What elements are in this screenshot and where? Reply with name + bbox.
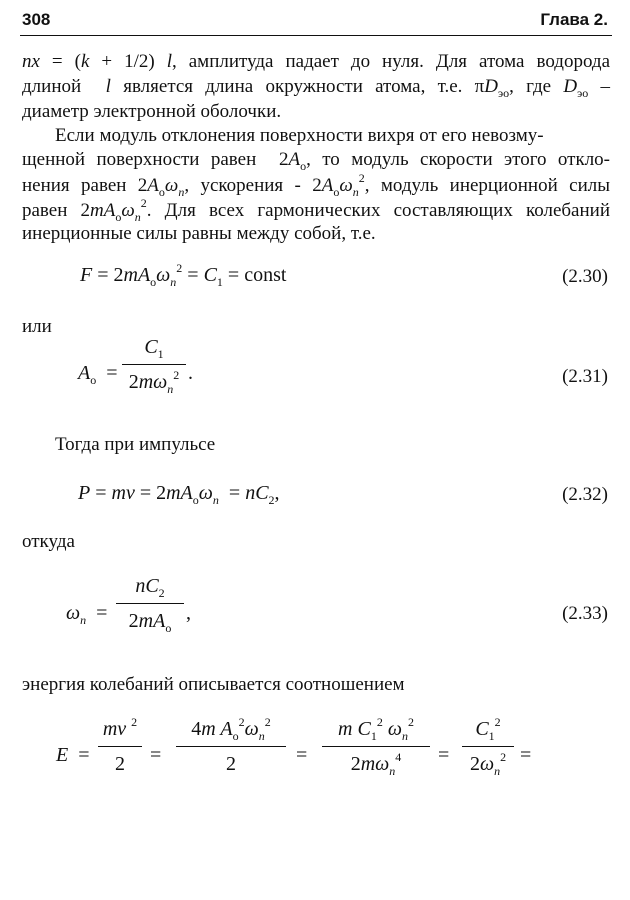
equation-number-2-33: (2.33) [562, 603, 608, 624]
fraction-numerator: $nC_2$ [135, 575, 165, 600]
energy-fraction-4: $C_1^2$ $2\omega_n^2$ [462, 716, 514, 777]
equation-number-2-32: (2.32) [562, 484, 608, 505]
chapter-title: Глава 2. [540, 10, 608, 29]
equation-2-33-tail: , [186, 602, 191, 624]
equation-number-2-30: (2.30) [562, 266, 608, 287]
para2-line4: равен $2mA_о\omega_n^2$. Для всех гармонических составляющих колебаний [22, 196, 610, 224]
para1-line2: длиной l является длина окружности атома, т.е. $\pi D_{эо}$, где $D_{эо}$ – [22, 76, 611, 100]
text-or: или [22, 316, 52, 337]
energy-fraction-2: 4m $A_о^2\omega_n^2$ 2 [176, 716, 286, 777]
text-whence: откуда [22, 531, 75, 552]
equation-2-31-tail: . [188, 362, 193, 384]
equals-sign: = [150, 744, 162, 766]
energy-fraction-1: mv $^2$ 2 [98, 716, 142, 777]
text-energy: энергия колебаний описывается соотношением [22, 674, 405, 695]
header-rule [20, 35, 612, 36]
para2-line5: инерционные силы равны между собой, т.е. [22, 223, 376, 244]
para1-line3: диаметр электронной оболочки. [22, 101, 282, 122]
equals-sign: = [520, 744, 532, 766]
energy-lhs: E = [56, 744, 90, 766]
equation-2-31-fraction [122, 334, 186, 395]
equation-2-31-lhs: $A_о$ = [78, 362, 118, 387]
para1-line1: nx = (k + 1/2) l, амплитуда падает до нуля. Для атома водорода [22, 51, 610, 72]
fraction-denominator: $2m\omega_n^2$ [128, 368, 180, 396]
page-number: 308 [22, 10, 51, 29]
equals-sign: = [296, 744, 308, 766]
equation-2-30: $F = 2mA_о\omega_n^2 = C_1$ = const [80, 261, 287, 289]
fraction-numerator: $C_1$ [144, 336, 164, 361]
text-then: Тогда при импульсе [55, 434, 216, 455]
equation-number-2-31: (2.31) [562, 366, 608, 387]
equation-2-33-fraction [116, 573, 184, 634]
para2-line1: Если модуль отклонения поверхности вихря от его невозму- [55, 125, 544, 146]
equation-2-32: P = mv = $2mA_о\omega_n = nC_2$, [78, 482, 280, 507]
fraction-denominator: $2mA_о$ [128, 610, 172, 635]
energy-fraction-3: m $C_1^2$ $\omega_n^2$ $2m\omega_n^4$ [322, 716, 430, 777]
equation-2-33-lhs: $\omega_n$ = [66, 602, 108, 627]
para2-line3: нения равен $2A_о\omega_n$, ускорения - $2A_о\omega_n^2$, модуль инерционной силы [22, 171, 610, 199]
equals-sign: = [438, 744, 450, 766]
para2-line2: щенной поверхности равен $2A_о$, то модуль скорости этого откло- [22, 149, 610, 173]
